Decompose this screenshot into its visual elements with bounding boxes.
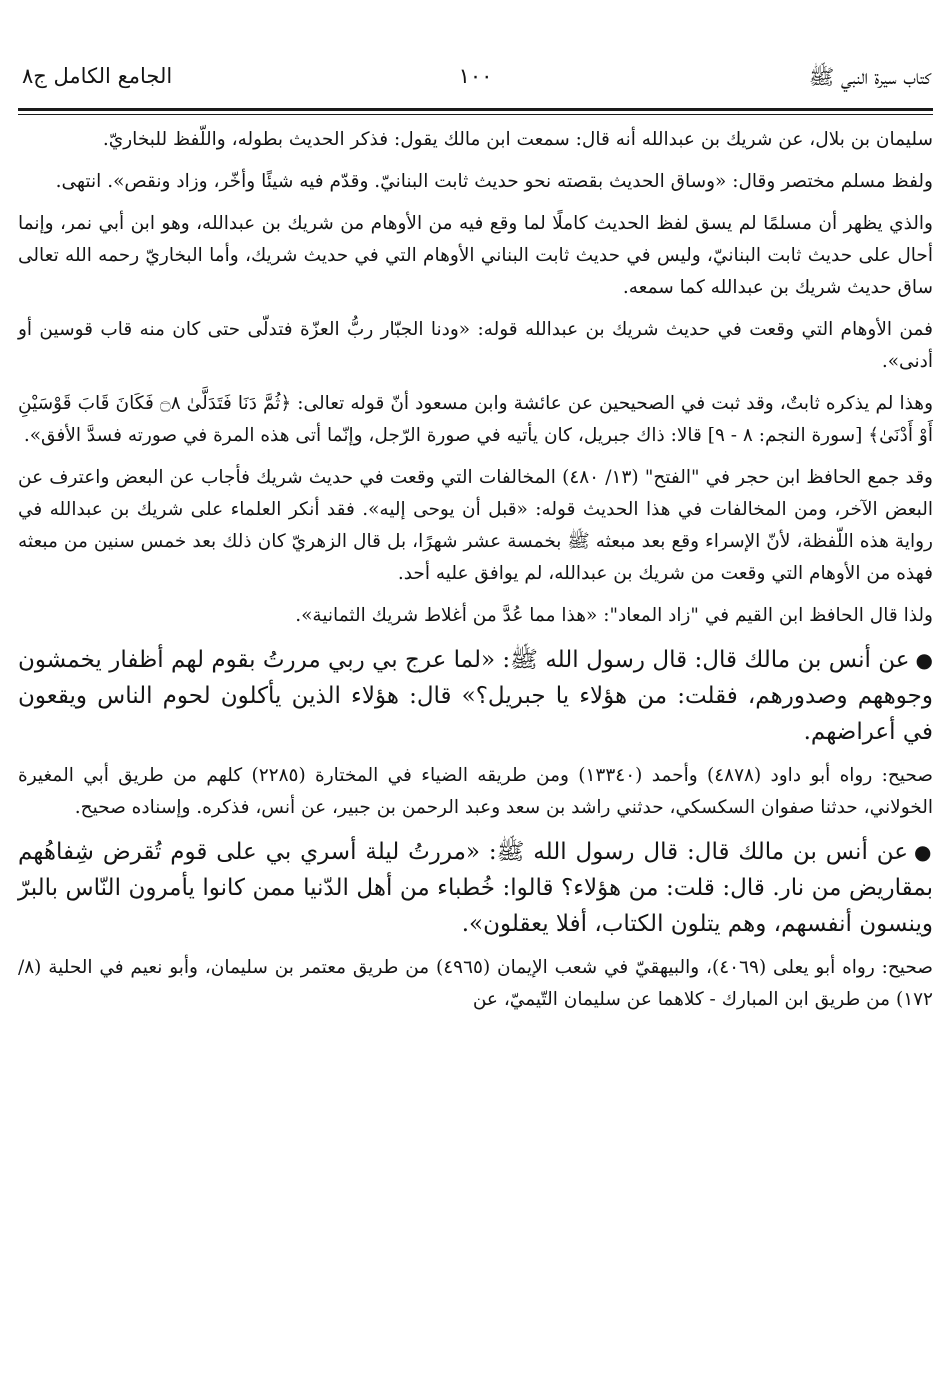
header-rule xyxy=(18,108,933,111)
hadith-paragraph: ●عن أنس بن مالك قال: قال رسول الله ﷺ: «مررتُ ليلة أسري بي على قوم تُقرض شِفاهُهم بمقاريض من نار. قال: قلت: من هؤلاء؟ قالوا: خُطباء من أهل الدّنيا ممن كانوا يأمرون النّاس بالبرّ وينسون أنفسهم، وهم يتلون الكتاب، أفلا يعقلون». xyxy=(18,839,933,937)
bullet-icon: ● xyxy=(913,840,933,864)
paragraph: صحيح: رواه أبو داود (٤٨٧٨) وأحمد (١٣٣٤٠) ومن طريقه الضياء في المختارة (٢٢٨٥) كلهم من طريق أبي المغيرة الخولاني، حدثنا صفوان السكسكي، حدثني راشد بن سعد وعبد الرحمن بن جبير، عن أنس، فذكره. وإسناده صحيح. xyxy=(18,765,934,818)
page-number: ١٠٠ xyxy=(458,64,493,88)
book-title: كتاب سيرة النبي ﷺ xyxy=(808,65,931,89)
paragraph: وهذا لم يذكره ثابتٌ، وقد ثبت في الصحيحين عن عائشة وابن مسعود أنّ قوله تعالى: ﴿ثُمَّ دَنَا فَتَدَلَّىٰ ۝٨ فَكَانَ قَابَ قَوْسَيْنِ أَوْ أَدْنَىٰ﴾ [سورة النجم: ٨ - ٩] قالا: ذاك جبريل، كان يأتيه في صورة الرّجل، وإنّما أتى هذه المرة في صورته فسدَّ الأفق». xyxy=(18,393,933,446)
paragraph: ولذا قال الحافظ ابن القيم في "زاد المعاد": «هذا مما عُدَّ من أغلاط شريك الثمانية». xyxy=(295,605,933,626)
hadith-paragraph: ●عن أنس بن مالك قال: قال رسول الله ﷺ: «لما عرج بي ربي مررتُ بقوم لهم أظفار يخمشون وجوههم وصدورهم، فقلت: من هؤلاء يا جبريل؟» قال: هؤلاء الذين يأكلون لحوم الناس ويقعون في أعراضهم. xyxy=(18,647,934,745)
page-header xyxy=(18,58,933,98)
header-rule-thin xyxy=(18,114,933,115)
book-page xyxy=(18,0,933,1382)
paragraph: ولفظ مسلم مختصر وقال: «وساق الحديث بقصته نحو حديث ثابت البنانيّ. وقدّم فيه شيئًا وأخّر، وزاد ونقص». انتهى. xyxy=(55,171,933,192)
paragraph: فمن الأوهام التي وقعت في حديث شريك بن عبدالله قوله: «ودنا الجبّار ربُّ العزّة فتدلّى حتى كان منه قاب قوسين أو أدنى». xyxy=(18,319,933,372)
bullet-icon: ● xyxy=(915,648,934,672)
paragraph: والذي يظهر أن مسلمًا لم يسق لفظ الحديث كاملًا لما وقع فيه من الأوهام من شريك بن عبدالله، وهو ابن أبي نمر، وإنما أحال على حديث ثابت البنانيّ، وليس في حديث ثابت البناني الأوهام التي في حديث شريك، وأما البخاريّ رحمه الله تعالى ساق حديث شريك بن عبدالله كما سمعه. xyxy=(18,213,933,298)
paragraph: سليمان بن بلال، عن شريك بن عبدالله أنه قال: سمعت ابن مالك يقول: فذكر الحديث بطوله، واللّفظ للبخاريّ. xyxy=(102,129,933,150)
paragraph: وقد جمع الحافظ ابن حجر في "الفتح" (١٣/ ٤٨٠) المخالفات التي وقعت في حديث شريك فأجاب عن البعض واعترف عن البعض الآخر، ومن المخالفات في هذا الحديث قوله: «قبل أن يوحى إليه». فقد أنكر العلماء على شريك بن عبدالله في رواية هذه اللّفظة، لأنّ الإسراء وقع بعد مبعثه ﷺ بخمسة عشر شهرًا، بل قال الزهريّ كان ذلك بعد خمس سنين من مبعثه فهذه من الأوهام التي وقعت من شريك بن عبدالله، لم يوافق عليه أحد. xyxy=(18,467,933,584)
page-body xyxy=(18,124,933,1026)
volume-label: الجامع الكامل ج٨ xyxy=(22,64,173,88)
paragraph: صحيح: رواه أبو يعلى (٤٠٦٩)، والبيهقيّ في شعب الإيمان (٤٩٦٥) من طريق معتمر بن سليمان، وأبو نعيم في الحلية (٨/ ١٧٢) من طريق ابن المبارك - كلاهما عن سليمان التّيميّ، عن xyxy=(18,957,933,1010)
